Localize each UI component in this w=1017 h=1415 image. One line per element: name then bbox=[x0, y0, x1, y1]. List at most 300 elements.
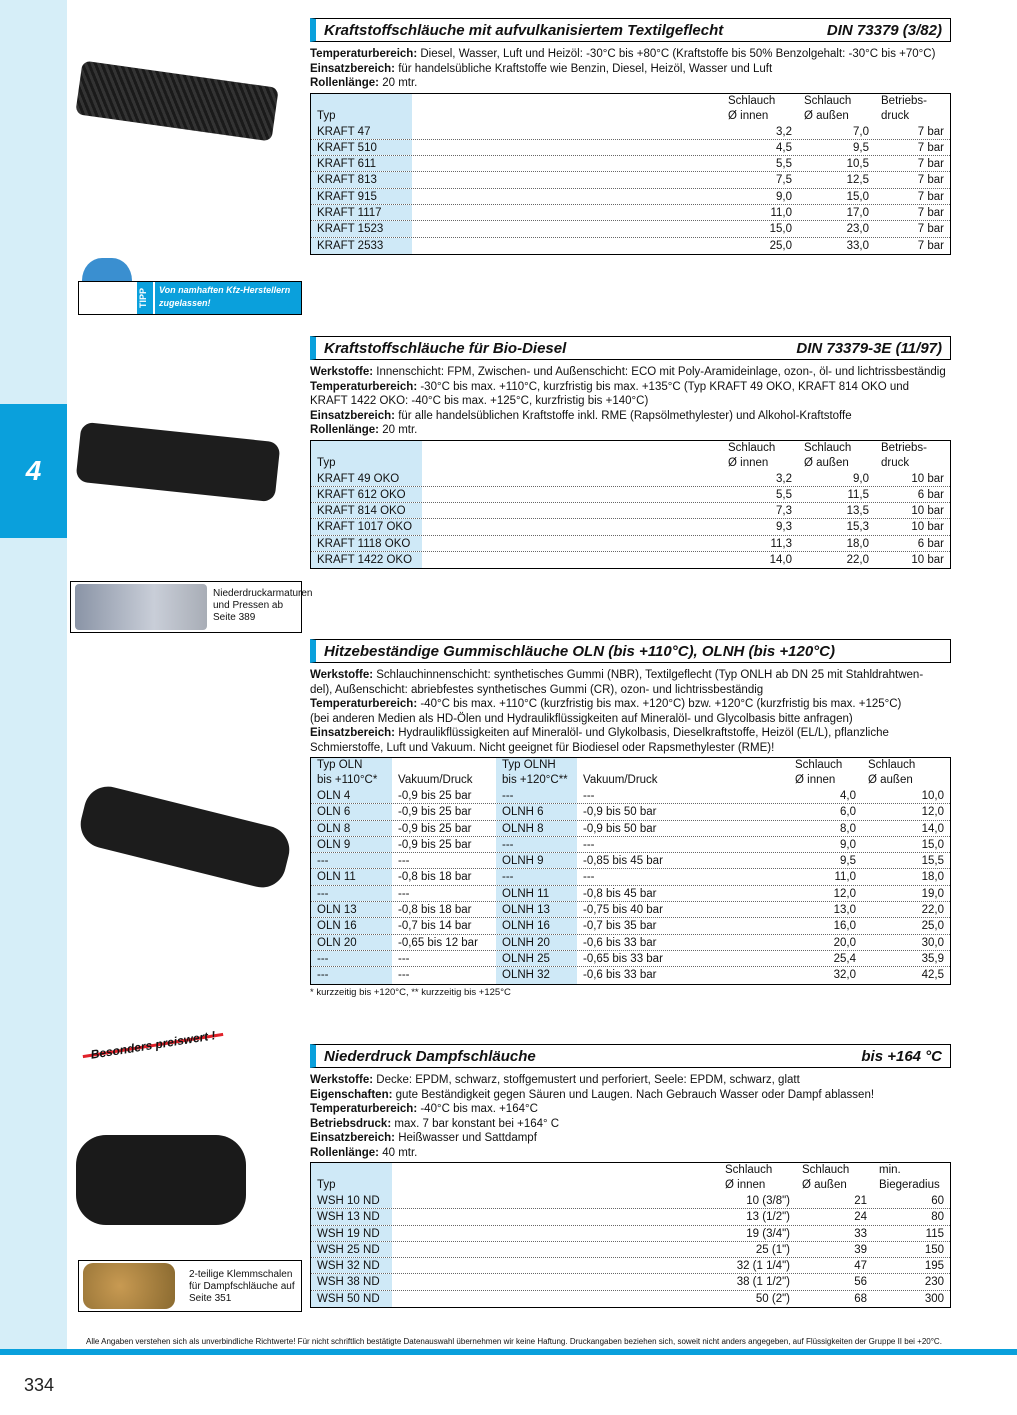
spacer-cell bbox=[422, 503, 722, 518]
table-row bbox=[311, 886, 950, 902]
desc-label: Temperaturbereich: bbox=[310, 1103, 418, 1115]
desc-label: Betriebsdruck: bbox=[310, 1117, 392, 1130]
desc-line bbox=[310, 1088, 951, 1103]
table-cell: 50 (2") bbox=[755, 1292, 790, 1305]
desc-line bbox=[310, 394, 951, 409]
table-cell: KRAFT 813 bbox=[311, 172, 412, 187]
header-cell bbox=[311, 1163, 392, 1178]
tipp-text: Von namhaften Kfz-Herstellern zugelassen! bbox=[155, 282, 301, 314]
desc-text: Hydraulikflüssigkeiten auf Mineralöl- und Glykolbasis, Dieselkraftstoffe, Heizöl (EL/L), pflanzliche bbox=[395, 727, 889, 739]
table-cell: 115 bbox=[925, 1227, 944, 1240]
table-cell: 10 (3/8") bbox=[746, 1195, 790, 1207]
table-cell: 12,0 bbox=[921, 806, 944, 819]
table-row bbox=[311, 487, 950, 503]
desc-label: Temperaturbereich: bbox=[310, 698, 418, 710]
table-cell: 4,0 bbox=[840, 790, 856, 802]
spacer-cell bbox=[392, 1291, 719, 1307]
spacer-cell bbox=[412, 221, 722, 236]
table-cell: OLNH 25 bbox=[496, 951, 577, 966]
table-row bbox=[311, 804, 950, 820]
table-row bbox=[311, 1193, 950, 1209]
table-cell: OLNH 13 bbox=[496, 902, 577, 917]
table-cell: KRAFT 1118 OKO bbox=[311, 536, 422, 551]
header-cell: Ø innen bbox=[725, 1179, 766, 1191]
table-cell: -0,8 bis 45 bar bbox=[583, 887, 657, 900]
chapter-tab: 4 bbox=[0, 404, 67, 538]
desc-text: del), Außenschicht: abriebfestes synthetisches Gummi (CR), ozon- und lichtrissbeständig bbox=[310, 683, 764, 696]
data-table bbox=[310, 93, 951, 255]
table-row bbox=[311, 837, 950, 853]
table-cell: 3,2 bbox=[776, 125, 792, 138]
table-cell: OLN 6 bbox=[311, 804, 392, 819]
table-cell: KRAFT 49 OKO bbox=[311, 471, 422, 486]
section-title bbox=[310, 1044, 951, 1068]
table-cell: 11,0 bbox=[770, 206, 792, 219]
table-row bbox=[311, 519, 950, 535]
table-cell: 25,0 bbox=[921, 920, 944, 933]
table-cell: -0,65 bis 12 bar bbox=[398, 936, 478, 949]
table-header-row bbox=[311, 109, 950, 124]
hose-image-steam bbox=[76, 1135, 246, 1225]
desc-line bbox=[310, 683, 951, 698]
header-cell bbox=[392, 1178, 719, 1193]
desc-text: Heißwasser und Sattdampf bbox=[395, 1132, 537, 1144]
table-cell: 25 (1") bbox=[755, 1243, 790, 1256]
header-cell: Typ OLNH bbox=[496, 758, 577, 773]
header-cell: Ø außen bbox=[802, 1179, 847, 1191]
desc-line bbox=[310, 1146, 951, 1161]
section-title bbox=[310, 18, 951, 42]
table-cell: 7 bar bbox=[917, 174, 944, 187]
section-rubber bbox=[310, 639, 951, 998]
table-row bbox=[311, 552, 950, 568]
section-description bbox=[310, 1073, 951, 1160]
table-cell: OLN 9 bbox=[311, 837, 392, 852]
desc-label: Einsatzbereich: bbox=[310, 409, 395, 422]
table-cell: OLNH 11 bbox=[496, 886, 577, 901]
table-cell: OLN 4 bbox=[311, 788, 392, 803]
clamp-box bbox=[78, 1260, 302, 1312]
section-heading: Kraftstoffschläuche mit aufvulkanisiertem Textilgeflecht bbox=[324, 21, 724, 39]
desc-label: Rollenlänge: bbox=[310, 77, 380, 89]
tipp-label: TIPP bbox=[137, 282, 153, 314]
spacer-cell bbox=[392, 1258, 719, 1273]
header-cell bbox=[412, 94, 722, 109]
table-cell: 18,0 bbox=[846, 537, 869, 550]
table-cell: OLNH 6 bbox=[496, 804, 577, 819]
table-cell: --- bbox=[583, 838, 595, 851]
spacer-cell bbox=[412, 205, 722, 220]
header-cell bbox=[422, 456, 722, 471]
desc-line bbox=[310, 1073, 951, 1088]
spacer-cell bbox=[422, 519, 722, 534]
hose-image-rubber bbox=[76, 782, 295, 893]
table-cell: -0,9 bis 50 bar bbox=[583, 806, 657, 819]
header-cell: Schlauch bbox=[795, 759, 843, 771]
header-cell: Vakuum/Druck bbox=[398, 774, 473, 786]
table-cell: 3,2 bbox=[776, 472, 792, 485]
table-cell: 7,0 bbox=[853, 125, 869, 138]
table-cell: 150 bbox=[924, 1243, 944, 1256]
table-cell: 7 bar bbox=[917, 141, 944, 154]
header-cell: Schlauch bbox=[725, 1164, 773, 1176]
header-cell: Ø innen bbox=[795, 774, 836, 786]
section-description bbox=[310, 365, 951, 438]
table-cell: 30,0 bbox=[921, 936, 944, 949]
table-row bbox=[311, 821, 950, 837]
spacer-cell bbox=[392, 1242, 719, 1257]
table-cell: OLN 16 bbox=[311, 918, 392, 933]
table-cell: 10 bar bbox=[911, 553, 944, 566]
section-norm: DIN 73379 (3/82) bbox=[826, 21, 942, 39]
table-cell: --- bbox=[496, 788, 577, 803]
table-cell: WSH 19 ND bbox=[311, 1226, 392, 1241]
table-cell: 15,0 bbox=[846, 190, 869, 203]
desc-text: für handelsübliche Kraftstoffe wie Benzin, Diesel, Heizöl, Wasser und Luft bbox=[395, 62, 773, 75]
table-cell: 7 bar bbox=[917, 158, 944, 171]
desc-text: max. 7 bar konstant bei +164° C bbox=[391, 1117, 560, 1130]
header-cell: min. bbox=[879, 1164, 901, 1176]
desc-text: 20 mtr. bbox=[379, 77, 418, 89]
page-number: 334 bbox=[24, 1375, 55, 1395]
table-cell: 18,0 bbox=[921, 871, 944, 884]
table-cell: 9,0 bbox=[853, 472, 869, 485]
table-row bbox=[311, 238, 950, 254]
table-cell: 11,5 bbox=[847, 488, 869, 501]
table-cell: 9,0 bbox=[840, 838, 856, 851]
table-cell: --- bbox=[583, 790, 595, 802]
header-cell: Typ bbox=[311, 456, 422, 471]
table-row bbox=[311, 853, 950, 869]
table-row bbox=[311, 189, 950, 205]
spacer-cell bbox=[412, 238, 722, 254]
header-cell bbox=[422, 441, 722, 456]
table-cell: 7 bar bbox=[917, 223, 944, 236]
desc-line bbox=[310, 409, 951, 424]
desc-line bbox=[310, 1102, 951, 1117]
table-cell: 5,5 bbox=[776, 158, 792, 171]
header-cell: Schlauch bbox=[804, 441, 852, 454]
header-cell: druck bbox=[881, 456, 910, 469]
table-row bbox=[311, 967, 950, 983]
header-cell: bis +110°C* bbox=[311, 773, 392, 788]
table-cell: --- bbox=[398, 855, 410, 868]
desc-label: Einsatzbereich: bbox=[310, 727, 395, 739]
header-cell bbox=[392, 1163, 719, 1178]
data-table bbox=[310, 757, 951, 985]
table-cell: OLNH 8 bbox=[496, 821, 577, 836]
header-cell: Schlauch bbox=[802, 1164, 850, 1176]
table-cell: WSH 25 ND bbox=[311, 1242, 392, 1257]
table-row bbox=[311, 503, 950, 519]
table-cell: -0,65 bis 33 bar bbox=[583, 952, 663, 965]
table-row bbox=[311, 536, 950, 552]
header-cell: Typ OLN bbox=[311, 758, 392, 773]
desc-text: gute Beständigkeit gegen Säuren und Laugen. Nach Gebrauch Wasser oder Dampf ablassen! bbox=[392, 1088, 875, 1101]
table-cell: 8,0 bbox=[840, 822, 856, 835]
desc-label: Werkstoffe: bbox=[310, 669, 374, 681]
header-cell: Ø innen bbox=[728, 109, 769, 122]
data-table bbox=[310, 1162, 951, 1308]
table-cell: OLN 20 bbox=[311, 935, 392, 950]
desc-line bbox=[310, 47, 951, 62]
table-header-row bbox=[311, 456, 950, 471]
desc-line bbox=[310, 423, 951, 438]
table-cell: 16,0 bbox=[833, 920, 856, 933]
table-cell: 39 bbox=[854, 1243, 867, 1256]
section-biodiesel bbox=[310, 336, 951, 569]
desc-text: -30°C bis max. +110°C, kurzfristig bis max. +135°C (Typ KRAFT 49 OKO, KRAFT 814 OKO und bbox=[417, 380, 910, 393]
clamp-text: 2-teilige Klemmschalen für Dampfschläuche auf Seite 351 bbox=[189, 1269, 295, 1304]
table-header-row bbox=[311, 1163, 950, 1178]
desc-text: für alle handelsüblichen Kraftstoffe inkl. RME (Rapsölmethylester) und Alkohol-Kraftstoffe bbox=[395, 409, 852, 422]
table-cell: 6 bar bbox=[917, 488, 944, 501]
desc-label: Temperaturbereich: bbox=[310, 48, 418, 60]
section-title bbox=[310, 336, 951, 360]
table-cell: 19 (3/4") bbox=[746, 1227, 790, 1240]
table-cell: -0,9 bis 50 bar bbox=[583, 822, 657, 835]
table-cell: 11,0 bbox=[834, 871, 856, 884]
spacer-cell bbox=[422, 536, 722, 551]
table-cell: 80 bbox=[931, 1211, 944, 1224]
table-cell: 22,0 bbox=[846, 553, 869, 566]
table-cell: KRAFT 1017 OKO bbox=[311, 519, 422, 534]
table-cell: WSH 50 ND bbox=[311, 1291, 392, 1307]
desc-label: Werkstoffe: bbox=[310, 1074, 374, 1086]
table-cell: 47 bbox=[854, 1260, 867, 1273]
table-row bbox=[311, 1209, 950, 1225]
data-table bbox=[310, 440, 951, 570]
table-cell: 33,0 bbox=[846, 239, 869, 252]
table-row bbox=[311, 140, 950, 156]
table-cell: KRAFT 915 bbox=[311, 189, 412, 204]
table-cell: KRAFT 1523 bbox=[311, 221, 412, 236]
tipp-box bbox=[78, 281, 302, 315]
header-cell: Betriebs- bbox=[881, 441, 928, 454]
table-cell: --- bbox=[496, 869, 577, 884]
table-row bbox=[311, 124, 950, 140]
table-cell: KRAFT 47 bbox=[311, 124, 412, 139]
table-row bbox=[311, 935, 950, 951]
table-cell: 15,0 bbox=[769, 223, 792, 236]
table-cell: -0,85 bis 45 bar bbox=[583, 855, 663, 868]
table-cell: 7,3 bbox=[776, 505, 792, 518]
table-cell: -0,7 bis 35 bar bbox=[583, 920, 657, 933]
table-cell: KRAFT 1117 bbox=[311, 205, 412, 220]
desc-label: Rollenlänge: bbox=[310, 1146, 380, 1159]
table-row bbox=[311, 156, 950, 172]
table-row bbox=[311, 471, 950, 487]
desc-line bbox=[310, 365, 951, 380]
spacer-cell bbox=[412, 156, 722, 171]
table-cell: 14,0 bbox=[769, 553, 792, 566]
section-textile bbox=[310, 18, 951, 255]
table-cell: OLNH 20 bbox=[496, 935, 577, 950]
spacer-cell bbox=[422, 552, 722, 568]
table-note: * kurzzeitig bis +120°C, ** kurzzeitig bis +125°C bbox=[310, 986, 511, 998]
header-cell: Typ bbox=[311, 1178, 392, 1193]
table-cell: -0,9 bis 25 bar bbox=[398, 790, 472, 802]
fittings-text: Niederdruckarmaturen und Pressen ab Seite 389 bbox=[213, 588, 313, 623]
table-cell: KRAFT 1422 OKO bbox=[311, 552, 422, 568]
spacer-cell bbox=[392, 1226, 719, 1241]
desc-label: Werkstoffe: bbox=[310, 366, 374, 378]
table-cell: 10 bar bbox=[911, 472, 944, 485]
table-header-row bbox=[311, 1178, 950, 1193]
header-cell: Betriebs- bbox=[881, 94, 928, 107]
table-cell: OLN 11 bbox=[311, 869, 392, 884]
table-cell: 15,3 bbox=[846, 521, 869, 534]
table-cell: WSH 10 ND bbox=[311, 1193, 392, 1208]
section-steam bbox=[310, 1044, 951, 1308]
table-cell: -0,6 bis 33 bar bbox=[583, 936, 657, 949]
table-cell: 13 (1/2") bbox=[746, 1211, 790, 1224]
table-row bbox=[311, 1226, 950, 1242]
table-cell: -0,8 bis 18 bar bbox=[398, 904, 472, 917]
table-cell: 230 bbox=[924, 1276, 944, 1289]
table-cell: --- bbox=[398, 952, 410, 965]
table-cell: 5,5 bbox=[776, 488, 792, 501]
desc-text: Schlauchinnenschicht: synthetisches Gummi (NBR), Textilgeflecht (Typ ONLH ab DN 25 mit Stahldrahtwen- bbox=[373, 669, 924, 681]
table-cell: 7 bar bbox=[917, 239, 944, 252]
fitting-image bbox=[75, 584, 207, 630]
table-cell: 25,4 bbox=[833, 952, 856, 965]
table-cell: WSH 13 ND bbox=[311, 1209, 392, 1224]
spacer-cell bbox=[412, 140, 722, 155]
table-cell: 7 bar bbox=[917, 206, 944, 219]
desc-label: Einsatzbereich: bbox=[310, 1132, 395, 1144]
table-cell: 23,0 bbox=[846, 223, 869, 236]
desc-text: Decke: EPDM, schwarz, stoffgemustert und perforiert, Seele: EPDM, schwarz, glatt bbox=[373, 1074, 800, 1086]
desc-text: -40°C bis max. +164°C bbox=[417, 1103, 538, 1115]
table-cell: OLN 13 bbox=[311, 902, 392, 917]
table-cell: 56 bbox=[854, 1276, 867, 1289]
desc-line bbox=[310, 76, 951, 91]
desc-label: Temperaturbereich: bbox=[310, 380, 418, 393]
desc-text: (bei anderen Medien als HD-Ölen und Hydraulikflüssigkeiten auf Mineralöl- und Glycolbasis bitte anfragen) bbox=[310, 712, 853, 725]
header-cell: bis +120°C** bbox=[496, 773, 577, 788]
table-cell: -0,6 bis 33 bar bbox=[583, 969, 657, 982]
section-description bbox=[310, 668, 951, 755]
table-cell: --- bbox=[496, 837, 577, 852]
table-cell: 195 bbox=[924, 1260, 944, 1273]
header-cell bbox=[577, 758, 789, 773]
header-cell: Ø außen bbox=[868, 774, 913, 786]
table-cell: 6,0 bbox=[840, 806, 856, 819]
table-cell: 10,5 bbox=[846, 158, 869, 171]
table-cell: 22,0 bbox=[921, 904, 944, 917]
header-cell: Vakuum/Druck bbox=[583, 774, 658, 786]
spacer-cell bbox=[422, 471, 722, 486]
header-cell: Schlauch bbox=[728, 441, 776, 454]
table-cell: 12,0 bbox=[833, 887, 856, 900]
table-cell: 19,0 bbox=[921, 887, 944, 900]
hose-image-textile bbox=[75, 60, 279, 141]
table-cell: 35,9 bbox=[921, 952, 944, 965]
table-cell: 9,5 bbox=[840, 855, 856, 868]
table-header-row bbox=[311, 94, 950, 109]
table-header-row bbox=[311, 441, 950, 456]
header-cell bbox=[311, 441, 422, 456]
table-cell: 32 (1 1/4") bbox=[736, 1260, 790, 1273]
desc-text: Innenschicht: FPM, Zwischen- und Außenschicht: ECO mit Poly-Aramideinlage, ozon-, öl- und lichtrissbeständig bbox=[373, 366, 946, 378]
table-cell: 14,0 bbox=[921, 822, 944, 835]
table-cell: 10,0 bbox=[921, 790, 944, 802]
section-norm: bis +164 °C bbox=[861, 1047, 942, 1065]
desc-label: Einsatzbereich: bbox=[310, 62, 395, 75]
table-cell: --- bbox=[311, 886, 392, 901]
table-row bbox=[311, 918, 950, 934]
table-cell: OLNH 32 bbox=[496, 967, 577, 983]
desc-line bbox=[310, 1131, 951, 1146]
desc-line bbox=[310, 62, 951, 77]
table-cell: -0,9 bis 25 bar bbox=[398, 806, 472, 819]
table-cell: 9,3 bbox=[776, 521, 792, 534]
table-cell: --- bbox=[583, 871, 595, 884]
table-row bbox=[311, 1242, 950, 1258]
desc-label: Eigenschaften: bbox=[310, 1088, 393, 1101]
clamp-image bbox=[83, 1263, 175, 1309]
table-cell: -0,7 bis 14 bar bbox=[398, 920, 472, 933]
table-cell: 9,5 bbox=[853, 141, 869, 154]
spacer-cell bbox=[392, 1193, 719, 1208]
desc-line bbox=[310, 726, 951, 741]
table-cell: KRAFT 611 bbox=[311, 156, 412, 171]
desc-line bbox=[310, 668, 951, 683]
section-heading: Kraftstoffschläuche für Bio-Diesel bbox=[324, 339, 567, 357]
section-title bbox=[310, 639, 951, 663]
table-row bbox=[311, 205, 950, 221]
table-cell: KRAFT 510 bbox=[311, 140, 412, 155]
desc-text: -40°C bis max. +110°C (kurzfristig bis max. +120°C) bzw. +120°C (kurzfristig bis max. +125°C) bbox=[417, 698, 902, 710]
section-heading: Hitzebeständige Gummischläuche OLN (bis +110°C), OLNH (bis +120°C) bbox=[324, 642, 836, 660]
table-cell: -0,75 bis 40 bar bbox=[583, 904, 663, 917]
table-cell: 10 bar bbox=[911, 505, 944, 518]
table-cell: OLN 8 bbox=[311, 821, 392, 836]
table-cell: 42,5 bbox=[921, 969, 944, 982]
table-cell: -0,9 bis 25 bar bbox=[398, 822, 472, 835]
desc-text: 40 mtr. bbox=[379, 1146, 418, 1159]
desc-line bbox=[310, 712, 951, 727]
table-cell: 60 bbox=[931, 1195, 944, 1207]
table-cell: 13,0 bbox=[833, 904, 856, 917]
table-row bbox=[311, 172, 950, 188]
table-cell: 15,0 bbox=[921, 838, 944, 851]
table-cell: KRAFT 814 OKO bbox=[311, 503, 422, 518]
table-cell: 12,5 bbox=[846, 174, 869, 187]
table-cell: --- bbox=[311, 853, 392, 868]
desc-line bbox=[310, 380, 951, 395]
spacer-cell bbox=[412, 124, 722, 139]
spacer-cell bbox=[422, 487, 722, 502]
header-cell: Schlauch bbox=[728, 94, 776, 107]
header-cell: Schlauch bbox=[804, 94, 852, 107]
spacer-cell bbox=[392, 1274, 719, 1289]
header-cell: Schlauch bbox=[868, 759, 916, 771]
table-row bbox=[311, 869, 950, 885]
table-row bbox=[311, 1291, 950, 1307]
table-cell: --- bbox=[398, 887, 410, 900]
table-cell: 10 bar bbox=[911, 521, 944, 534]
table-cell: 32,0 bbox=[833, 969, 856, 982]
table-cell: 68 bbox=[854, 1292, 867, 1305]
table-cell: KRAFT 2533 bbox=[311, 238, 412, 254]
table-row bbox=[311, 221, 950, 237]
desc-text: KRAFT 1422 OKO: -40°C bis max. +125°C, kurzfristig bis +140°C) bbox=[310, 395, 649, 407]
table-cell: OLNH 16 bbox=[496, 918, 577, 933]
table-cell: 7 bar bbox=[917, 190, 944, 203]
desc-text: 20 mtr. bbox=[379, 424, 418, 436]
